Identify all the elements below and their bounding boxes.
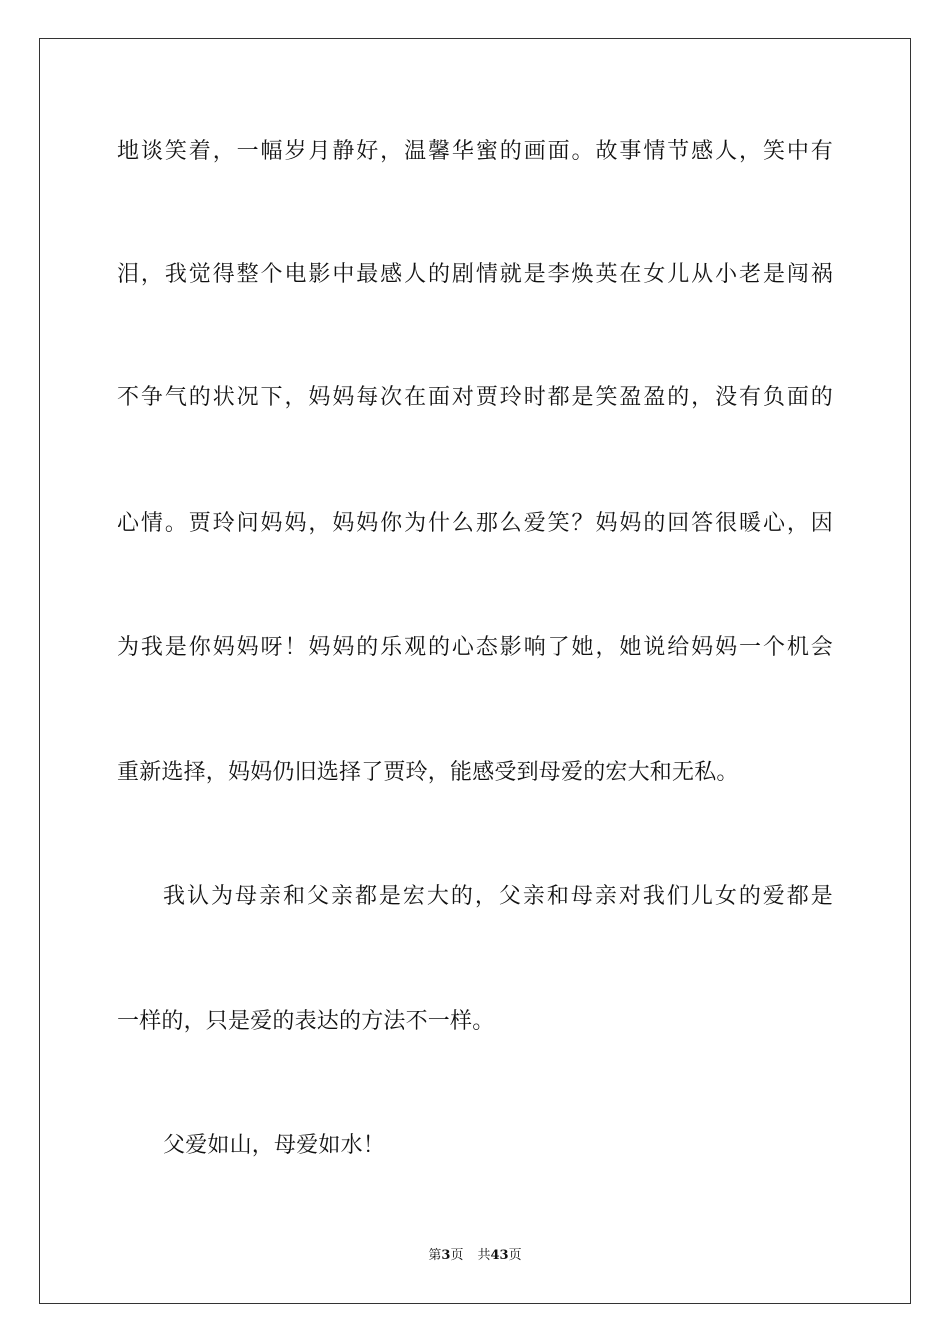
page-prefix: 第: [428, 1248, 442, 1263]
page-suffix: 页: [450, 1248, 464, 1263]
text-line-3: 不争气的状况下，妈妈每次在面对贾玲时都是笑盈盈的，没有负面的: [117, 385, 833, 410]
text-line-1: 地谈笑着，一幅岁月静好，温馨华蜜的画面。故事情节感人，笑中有: [117, 139, 833, 164]
text-line-9: 父爱如山，母爱如水！: [163, 1133, 386, 1158]
text-line-2: 泪，我觉得整个电影中最感人的剧情就是李焕英在女儿从小老是闯祸: [117, 262, 833, 287]
total-suffix: 页: [508, 1248, 522, 1263]
page-footer: [0, 1247, 950, 1265]
text-line-5: 为我是你妈妈呀！妈妈的乐观的心态影响了她，她说给妈妈一个机会: [117, 635, 833, 660]
text-line-4: 心情。贾玲问妈妈，妈妈你为什么那么爱笑？妈妈的回答很暖心，因: [117, 511, 833, 536]
text-line-7: 我认为母亲和父亲都是宏大的，父亲和母亲对我们儿女的爱都是: [163, 884, 833, 909]
total-prefix: 共: [477, 1248, 491, 1263]
text-line-6: 重新选择，妈妈仍旧选择了贾玲，能感受到母爱的宏大和无私。: [117, 760, 739, 785]
page-number: 3: [441, 1248, 451, 1263]
total-pages: 43: [490, 1248, 509, 1263]
text-line-8: 一样的，只是爱的表达的方法不一样。: [117, 1009, 495, 1034]
page-border: [39, 38, 911, 1304]
